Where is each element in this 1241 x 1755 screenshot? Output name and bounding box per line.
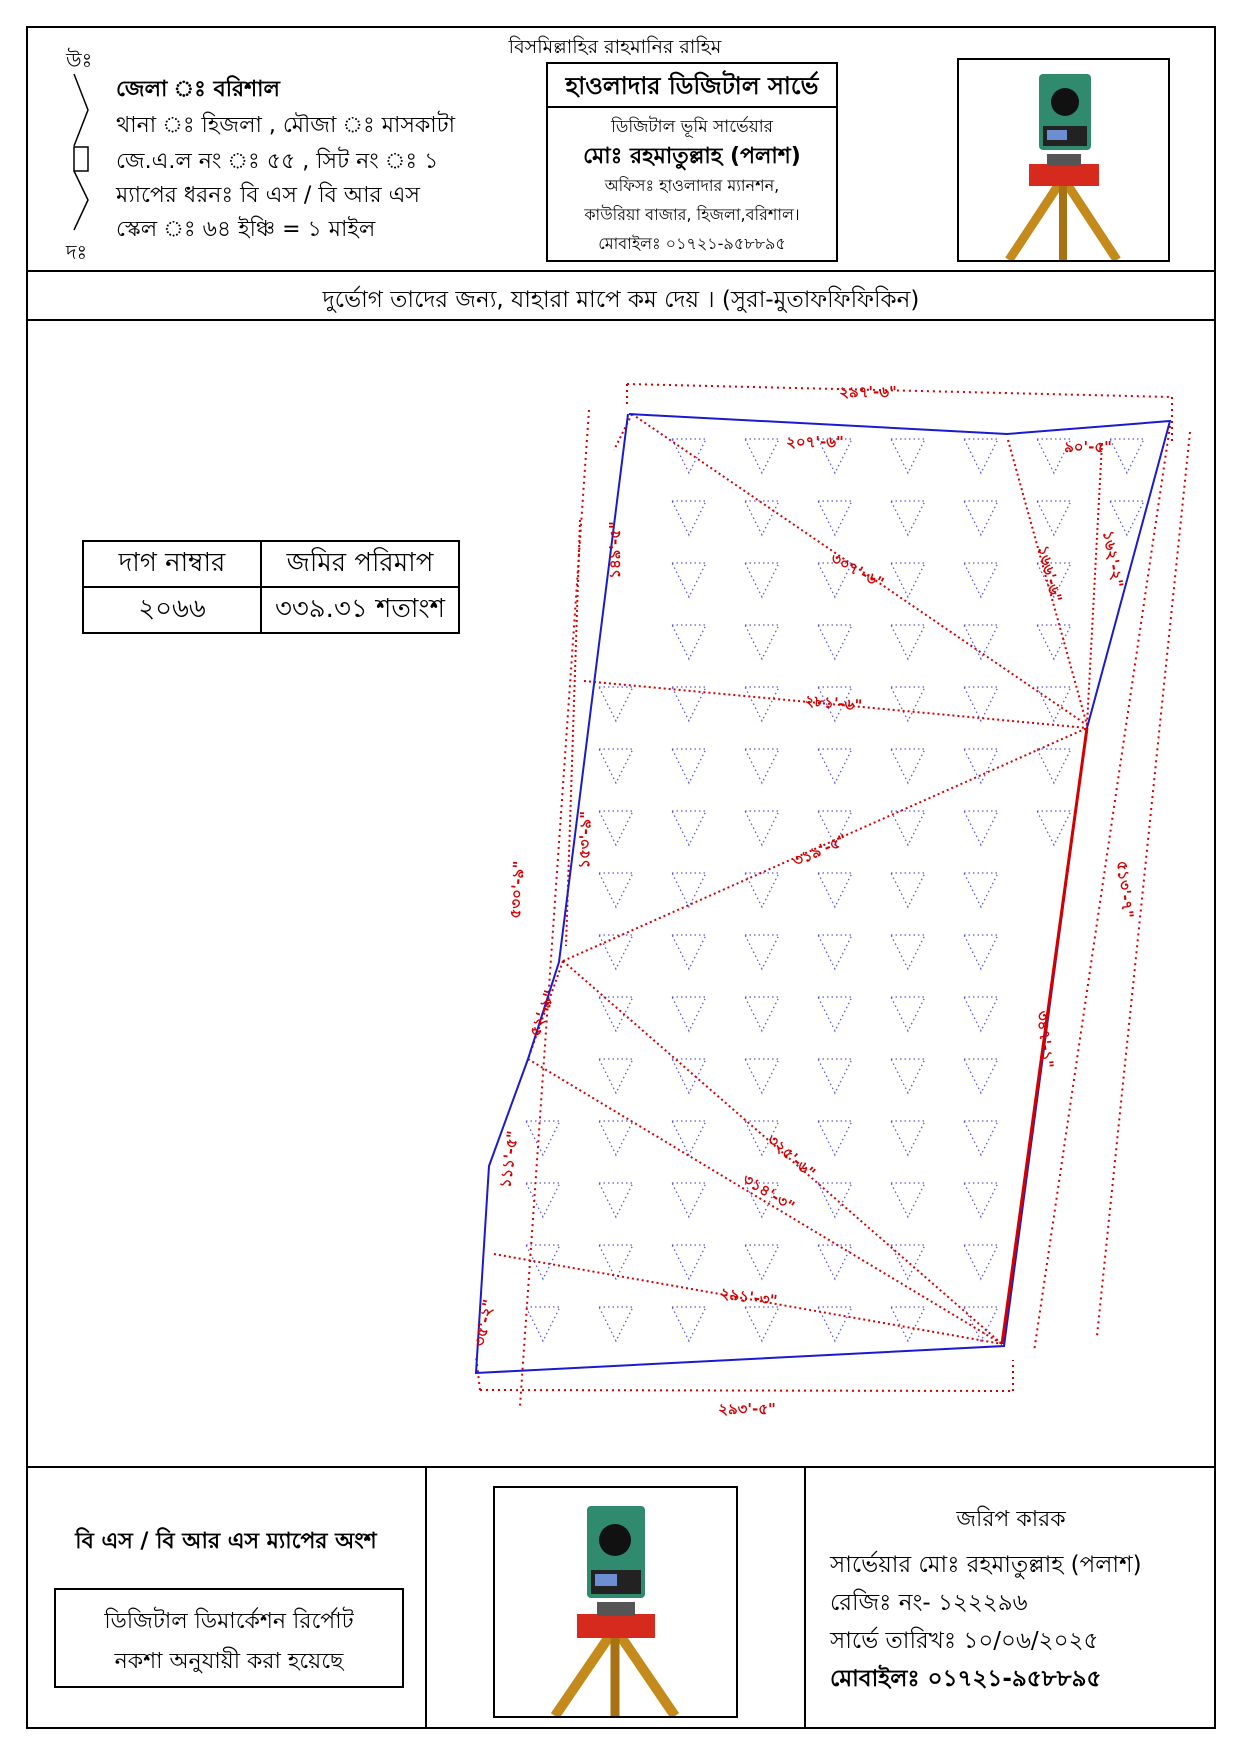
land-symbol-icon	[818, 749, 852, 783]
land-symbol-icon	[745, 935, 779, 969]
land-symbol-icon	[745, 997, 779, 1031]
plot-table-header-area: জমির পরিমাপ	[261, 541, 459, 587]
report-line-2: নকশা অনুযায়ী করা হয়েছে	[114, 1649, 344, 1674]
footer-reg: রেজিঃ নং- ১২২২৯৬	[830, 1590, 1028, 1616]
land-symbol-icon	[818, 1307, 852, 1341]
land-symbol-icon	[964, 563, 998, 597]
land-symbol-icon	[599, 811, 633, 845]
land-symbol-icon	[964, 501, 998, 535]
land-symbol-icon	[599, 1121, 633, 1155]
land-symbol-icon	[599, 935, 633, 969]
land-symbol-icon	[672, 997, 706, 1031]
land-symbol-icon	[745, 563, 779, 597]
land-symbol-icon	[891, 439, 925, 473]
land-symbol-icon	[672, 1121, 706, 1155]
label-upper-diag: ৩০৭'-৬"	[827, 549, 888, 593]
office-line: অফিসঃ হাওলাদার ম্যানশন,	[604, 176, 780, 195]
land-symbol-icon	[599, 1059, 633, 1093]
footer-mobile: মোবাইলঃ ০১৭২১-৯৫৮৮৯৫	[830, 1666, 1102, 1692]
land-symbol-icon	[672, 749, 706, 783]
land-symbol-icon	[672, 811, 706, 845]
land-symbol-icon	[1037, 687, 1071, 721]
land-symbol-icon	[599, 1183, 633, 1217]
land-symbol-icon	[818, 1059, 852, 1093]
land-symbol-icon	[745, 811, 779, 845]
label-diag-low1: ৩২৫'-৬"	[763, 1130, 819, 1182]
land-symbol-icon	[891, 1183, 925, 1217]
footer-date: সার্ভে তারিখঃ ১০/০৬/২০২৫	[830, 1628, 1099, 1654]
label-left-outer: ৫৩০'-৯"	[506, 860, 528, 920]
land-symbol-icon	[818, 873, 852, 907]
land-symbol-icon	[964, 1121, 998, 1155]
label-right-outer-long: ৫১৩'-৭"	[1113, 859, 1137, 920]
scale: স্কেল ঃ ৬৪ ইঞ্চি = ১ মাইল	[116, 217, 376, 242]
map-type: ম্যাপের ধরনঃ বি এস / বি আর এস	[116, 183, 420, 208]
land-symbol-icon	[672, 687, 706, 721]
label-right-red: ৩৪৭'-১"	[1033, 1009, 1057, 1070]
measurement-labels	[470, 383, 1137, 1418]
label-mid-cross: ২৮১'-৬"	[803, 691, 863, 715]
land-symbol-icon	[964, 935, 998, 969]
land-symbol-icon	[891, 811, 925, 845]
land-symbol-icon	[672, 1059, 706, 1093]
land-symbol-icon	[526, 1183, 560, 1217]
land-symbol-icon	[891, 749, 925, 783]
footer-photo-frame	[493, 1486, 738, 1718]
land-symbol-icon	[964, 439, 998, 473]
surveyor-heading: জরিপ কারক	[956, 1507, 1066, 1532]
land-symbol-icon	[1037, 749, 1071, 783]
land-symbol-icon	[672, 935, 706, 969]
north-label: উঃ	[66, 48, 93, 72]
land-symbol-icon	[891, 501, 925, 535]
land-symbol-icon	[1037, 501, 1071, 535]
land-symbol-icon	[1110, 439, 1144, 473]
inner-measure-lines	[494, 414, 1102, 1344]
land-symbol-icon	[891, 625, 925, 659]
label-left-lower: ১১১'-৫"	[496, 1129, 522, 1190]
south-label: দঃ	[66, 240, 88, 264]
mobile-line: মোবাইলঃ ০১৭২১-৯৫৮৮৯৫	[598, 234, 786, 253]
land-symbol-icon	[745, 501, 779, 535]
land-symbol-icon	[599, 873, 633, 907]
land-symbol-icon	[599, 687, 633, 721]
land-symbol-icon	[964, 625, 998, 659]
plot-table-area: ৩৩৯.৩১ শতাংশ	[261, 587, 459, 633]
plot-table-header-dag: দাগ নাম্বার	[83, 541, 261, 587]
land-symbol-icon	[818, 625, 852, 659]
land-symbol-icon	[964, 873, 998, 907]
land-symbol-icon	[891, 873, 925, 907]
land-symbol-icon	[745, 625, 779, 659]
label-upper-left-side: ১৪৯'-৫"	[606, 521, 624, 579]
label-left-short: ৫২'-৯"	[525, 987, 559, 1039]
land-symbol-icon	[891, 997, 925, 1031]
land-symbol-icon	[891, 1245, 925, 1279]
land-symbol-icon	[672, 439, 706, 473]
land-symbol-icon	[745, 439, 779, 473]
land-symbol-icon	[672, 501, 706, 535]
address-line: কাউরিয়া বাজার, হিজলা,বরিশাল।	[584, 205, 800, 224]
label-top-right: ৯০'-৫"	[1064, 438, 1112, 456]
jl-sheet: জে.এ.ল নং ঃ ৫৫ , সিট নং ঃ ১	[116, 149, 439, 174]
land-symbol-icon	[526, 1245, 560, 1279]
land-symbol-icon	[891, 935, 925, 969]
land-symbol-icon	[672, 1307, 706, 1341]
land-symbol-icon	[964, 997, 998, 1031]
outer-measure-lines	[476, 384, 1190, 1406]
report-line-1: ডিজিটাল ডিমার্কেশন রির্পোট	[104, 1609, 354, 1634]
label-right-inner-upper: ১৬৬'-৬"	[1034, 543, 1066, 604]
label-left-mid: ১৫৩'-৯"	[575, 810, 596, 869]
land-symbol-icon	[818, 997, 852, 1031]
land-symbol-icon	[818, 935, 852, 969]
land-symbol-icon	[599, 749, 633, 783]
land-symbol-icon	[599, 997, 633, 1031]
land-symbol-icon	[526, 1121, 560, 1155]
land-symbol-icon	[891, 1307, 925, 1341]
land-symbol-icon	[1037, 625, 1071, 659]
district: জেলা ঃ বরিশাল	[116, 77, 280, 102]
label-right-outer-upper: ১৬২'-২"	[1099, 529, 1127, 590]
label-left-bottom: ৩৫'-২"	[470, 1297, 498, 1349]
land-symbol-icon	[672, 1245, 706, 1279]
plot-table-dag-number: ২০৬৬	[83, 587, 261, 633]
land-symbol-icon	[745, 687, 779, 721]
land-symbol-icon	[891, 1059, 925, 1093]
land-symbol-icon	[964, 1183, 998, 1217]
land-symbol-icon	[964, 687, 998, 721]
label-top-outer: ২৯৭'-৬"	[839, 383, 897, 401]
company-name: হাওলাদার ডিজিটাল সার্ভে	[565, 72, 819, 100]
label-diag-low2: ৩১৪'-৩"	[739, 1169, 798, 1216]
label-bottom-cross: ২৯১'-৩"	[718, 1284, 779, 1310]
quote-line: দুর্ভোগ তাদের জন্য, যাহারা মাপে কম দেয় । (সুরা-মুতাফফিফিকিন)	[322, 287, 920, 313]
land-symbol-icon	[526, 1307, 560, 1341]
thana-mouza: থানা ঃ হিজলা , মৌজা ঃ মাসকাটা	[116, 113, 456, 138]
land-symbol-icon	[818, 501, 852, 535]
map-part-label: বি এস / বি আর এস ম্যাপের অংশ	[75, 1529, 377, 1554]
land-symbol-icon	[672, 563, 706, 597]
surveyor-title: ডিজিটাল ভূমি সার্ভেয়ার	[610, 117, 774, 137]
land-symbol-icon	[672, 873, 706, 907]
land-symbol-icon	[964, 1059, 998, 1093]
land-symbol-icon	[891, 1121, 925, 1155]
land-symbol-icon	[818, 1121, 852, 1155]
land-symbol-icon	[745, 1245, 779, 1279]
land-symbol-icon	[891, 687, 925, 721]
land-symbol-icon	[964, 811, 998, 845]
land-symbol-icon	[1037, 811, 1071, 845]
label-top-left: ২০৭'-৬"	[786, 433, 844, 451]
surveyor-name: মোঃ রহমাতুল্লাহ (পলাশ)	[583, 144, 801, 169]
land-symbol-icon	[672, 625, 706, 659]
land-symbol-icon	[672, 1183, 706, 1217]
label-diag-long: ৩১৯'-৫"	[789, 830, 850, 871]
total-station-icon	[495, 1488, 736, 1716]
label-bottom: ২৯৩'-৫"	[718, 1400, 776, 1418]
land-symbol-icon	[964, 749, 998, 783]
land-symbol-icon	[745, 873, 779, 907]
land-symbol-icon	[745, 1307, 779, 1341]
parcel-boundary	[476, 414, 1170, 1373]
bismillah: বিসমিল্লাহির রাহমানির রাহিম	[508, 36, 722, 58]
land-symbol-icon	[599, 1307, 633, 1341]
land-symbol-icon	[745, 749, 779, 783]
footer-surveyor: সার্ভেয়ার মোঃ রহমাতুল্লাহ (পলাশ)	[830, 1552, 1142, 1578]
land-symbol-icon	[891, 563, 925, 597]
land-symbol-icon	[745, 1059, 779, 1093]
land-symbol-icon	[964, 1245, 998, 1279]
